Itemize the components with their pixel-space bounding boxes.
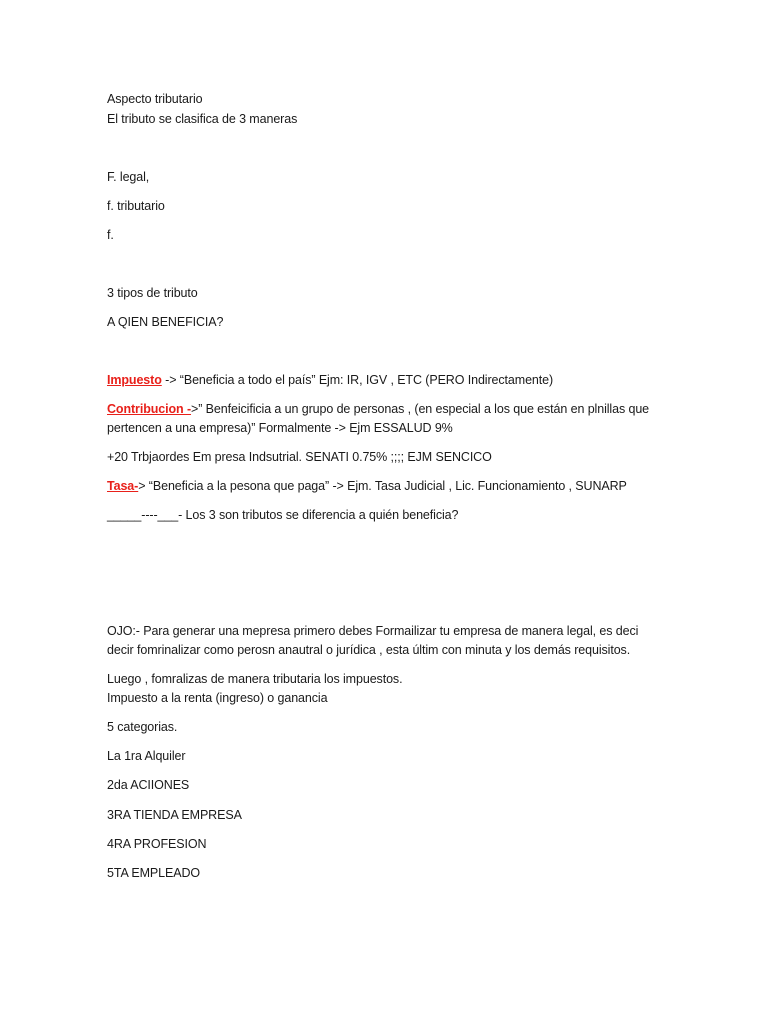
impuesto-text: -> “Beneficia a todo el país” Ejm: IR, IGV , ETC (PERO Indirectamente): [161, 373, 554, 387]
categorias-title: 5 categorias.: [107, 720, 178, 734]
luego-line-1: Luego , fomralizas de manera tributaria los impuestos.: [107, 672, 403, 686]
beneficia-question: A QIEN BENEFICIA?: [107, 315, 224, 329]
categoria-item: 2da ACIIONES: [107, 778, 190, 792]
ojo-line-1: OJO:- Para generar una mepresa primero debes Formailizar tu empresa de manera legal, es deci: [107, 624, 639, 638]
tasa-label: Tasa-: [107, 479, 139, 493]
luego-line-2: Impuesto a la renta (ingreso) o ganancia: [107, 691, 328, 705]
impuesto-line: [107, 371, 553, 390]
form-item: F. legal,: [107, 170, 150, 184]
ojo-line-2: decir fomrinalizar como perosn anautral o jurídica , esta últim con minuta y los demás requisitos.: [107, 643, 631, 657]
senati-line: +20 Trbjaordes Em presa Indsutrial. SENATI 0.75% ;;;; EJM SENCICO: [107, 450, 492, 464]
doc-heading-1: Aspecto tributario: [107, 92, 203, 106]
contribucion-text-1: >” Benfeicificia a un grupo de personas , (en especial a los que están en plnillas que: [191, 402, 650, 416]
categoria-item: 4RA PROFESION: [107, 837, 207, 851]
diferencia-line: _____----___- Los 3 son tributos se diferencia a quién beneficia?: [107, 508, 459, 522]
tasa-text: > “Beneficia a la pesona que paga” -> Ejm. Tasa Judicial , Lic. Funcionamiento , SUNARP: [138, 479, 627, 493]
contribucion-label: Contribucion -: [107, 402, 192, 416]
form-item: f. tributario: [107, 199, 165, 213]
categoria-item: La 1ra Alquiler: [107, 749, 186, 763]
contribucion-line-2: pertencen a una empresa)” Formalmente -> Ejm ESSALUD 9%: [107, 421, 453, 435]
categoria-item: 5TA EMPLEADO: [107, 866, 201, 880]
doc-heading-2: El tributo se clasifica de 3 maneras: [107, 112, 298, 126]
categoria-item: 3RA TIENDA EMPRESA: [107, 808, 242, 822]
impuesto-label: Impuesto: [107, 373, 162, 387]
form-item: f.: [107, 228, 114, 242]
contribucion-line-1: [107, 400, 649, 419]
tasa-line: [107, 477, 627, 496]
tipos-title: 3 tipos de tributo: [107, 286, 198, 300]
